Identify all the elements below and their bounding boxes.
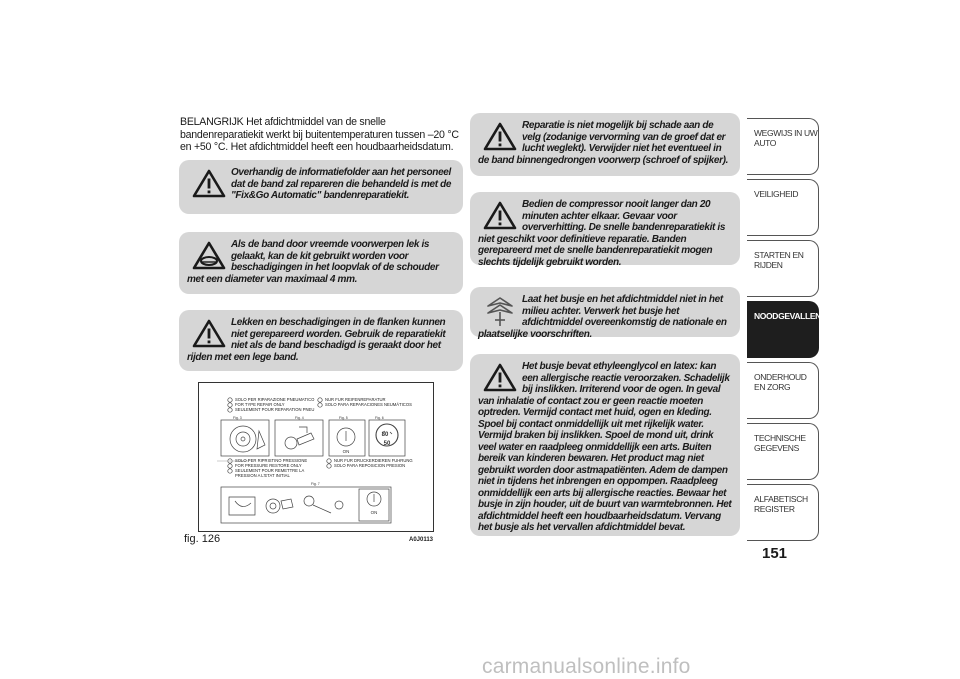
tab-veiligheid[interactable]: VEILIGHEID <box>747 179 819 236</box>
label-block: NUR FUR DRUCKERDIEREN FUHRUNG SOLO PARA REPOSICION PRESION <box>334 458 413 468</box>
page-number: 151 <box>762 545 788 562</box>
tab-wegwijs[interactable]: WEGWIJS IN UW AUTO <box>747 118 819 175</box>
warning-triangle-icon <box>189 319 229 347</box>
warning-text: Het busje bevat ethyleenglycol en latex: kan een allergische reactie veroorzaken. Schadelijk bij inslikken. Irriterend voor de ogen. In geval van inhalatie of contact zou er geen reactie moeten optreden. Vermijd contact met huid, ogen en kleding. Spoel bij contact onmiddellijk uit met rijkelijk water. Vermijd braken bij inslikken. Spoel de mond uit, drink veel water en raadpleeg onmiddellijk een arts. Buiten bereik van kinderen bewaren. Het product mag niet gebruikt worden door astmapatiënten. Adem de dampen niet in tijdens het inbrengen en oppompen. Raadpleeg onmiddellijk een arts bij allergische reacties. Bewaar het busje in zijn houder, uit de buurt van warmtebronnen. Het afdichtmiddel heeft een houdbaarheidsdatum. Vervang het busje als het vervallen afdichtmiddel bevat. <box>478 361 732 533</box>
warning-box-compressor <box>470 192 740 268</box>
tab-register[interactable]: ALFABETISCH REGISTER <box>747 484 819 541</box>
fig-label: Fig. 3 <box>233 416 242 420</box>
label-block: NUR FUR REIFENREPARATUR SOLO PARA REPARACIONES NEUMÁTICOS <box>325 397 412 407</box>
tab-onderhoud[interactable]: ONDERHOUD EN ZORG <box>747 362 819 419</box>
warning-text: Laat het busje en het afdichtmiddel niet in het milieu achter. Verwerk het busje het afdichtmiddel overeenkomstig de nationale en plaatselijke voorschriften. <box>478 294 727 340</box>
warning-triangle-icon <box>480 201 520 229</box>
warning-triangle-icon <box>480 363 520 391</box>
tab-noodgevallen[interactable]: NOODGEVALLEN <box>747 301 819 358</box>
label-block: SOLO PER RIPRISTINO PRESSIONE FOR PRESSURE RESTORE ONLY SEULEMENT POUR REMETTRE LA PRESSION A L'ETAT INITIAL <box>235 458 308 478</box>
figure-caption: fig. 126 <box>184 533 221 545</box>
warning-box-health <box>470 354 740 536</box>
warning-box-environment <box>470 287 740 340</box>
warning-text: Bedien de compressor nooit langer dan 20 minuten achter elkaar. Gevaar voor oververhitting. De snelle bandenreparatiekit is niet geschikt voor definitieve reparatie. Banden gerepareerd met de snelle bandenreparatiekit mogen slechts tijdelijk gebruikt worden. <box>478 199 726 268</box>
warning-text: Overhandig de informatiefolder aan het personeel dat de band zal repareren die behandeld is met de "Fix&Go Automatic" bandenreparatiekit. <box>231 167 452 201</box>
fig-label: Fig. 4 <box>295 416 304 420</box>
warning-triangle-icon <box>189 169 229 197</box>
recycle-icon <box>480 296 520 324</box>
intro-paragraph: BELANGRIJK Het afdichtmiddel van de snelle bandenreparatiekit werkt bij buitentemperaturen tussen –20 °C en +50 °C. Het afdichtmiddel heeft een houdbaarheidsdatum. <box>180 116 459 154</box>
tab-technische-gegevens[interactable]: TECHNISCHE GEGEVENS <box>747 423 819 480</box>
warning-box-rim-damage <box>470 113 740 176</box>
speed-bottom-label: 50 <box>383 441 391 447</box>
warning-text: Lekken en beschadigingen in de flanken kunnen niet gerepareerd worden. Gebruik de reparatiekit niet als de band beschadigd is geraakt door het rijden met een lege band. <box>187 317 446 363</box>
warning-box-info-folder <box>179 160 463 214</box>
warning-text: Als de band door vreemde voorwerpen lek is gelaakt, kan de kit gebruikt worden voor beschadigingen in het loopvlak of de schouder met een diameter van maximaal 4 mm. <box>187 239 439 285</box>
tab-starten-en-rijden[interactable]: STARTEN EN RIJDEN <box>747 240 819 297</box>
warning-text: Reparatie is niet mogelijk bij schade aan de velg (zodanige vervorming van de groef dat er lucht weglekt). Verwijder niet het eventueel in de band binnengedrongen voorwerp (schroef of spijker). <box>478 120 729 166</box>
fig-label: Fig. 6 <box>375 416 384 420</box>
repair-kit-label-figure <box>198 382 434 532</box>
fig-label: Fig. 5 <box>339 416 348 420</box>
warning-box-tread-damage <box>179 232 463 294</box>
warning-box-sidewall <box>179 310 463 371</box>
on-label: ON <box>342 449 350 454</box>
tyre-warning-icon <box>189 241 229 269</box>
on-label: ON <box>370 510 378 515</box>
figure-code: A0J0113 <box>409 537 434 543</box>
fig-label: Fig. 7 <box>311 482 320 486</box>
speed-top-label: 80 <box>381 432 389 438</box>
label-block: SOLO PER RIPARAZIONE PNEUMATICO FOR TYPE REPAIR ONLY SEULEMENT POUR REPARATION PNEU <box>235 397 315 412</box>
watermark: carmanualsonline.info <box>482 655 691 678</box>
warning-triangle-icon <box>480 122 520 150</box>
